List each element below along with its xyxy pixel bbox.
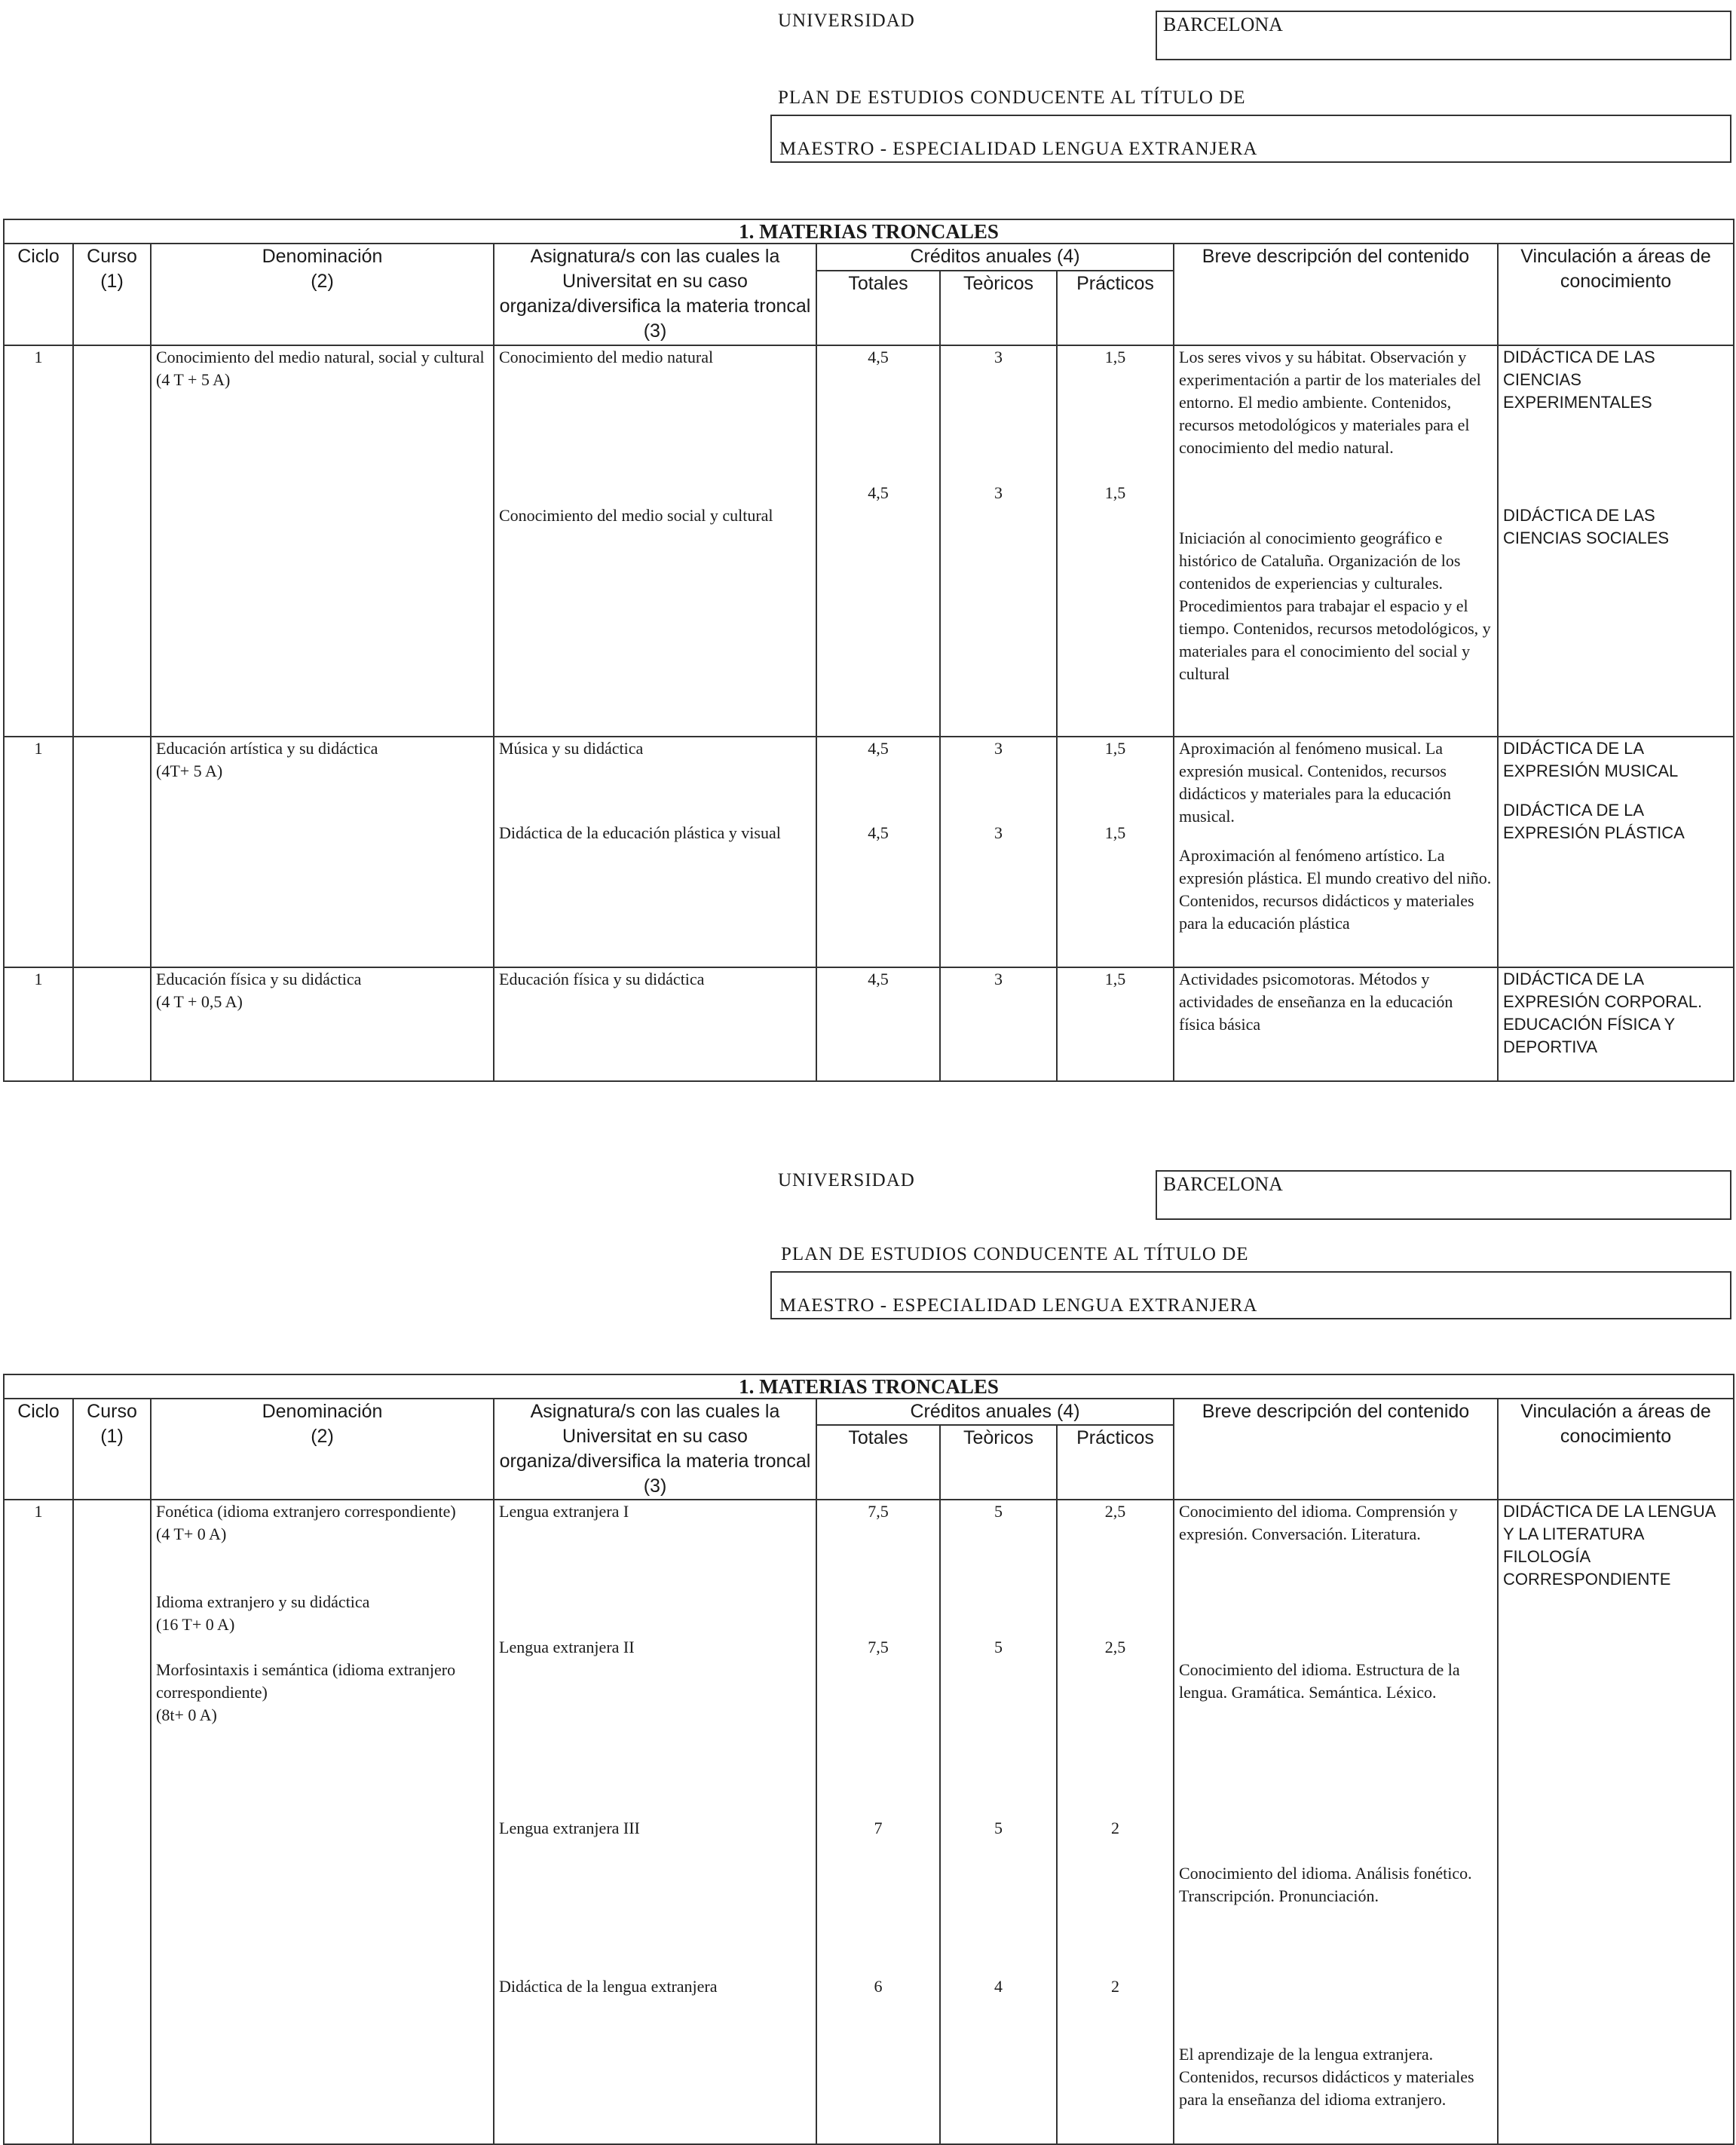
materias-troncales-table: [3, 1374, 1734, 2145]
descripcion-2: Conocimiento del idioma. Estructura de la lengua. Gramática. Semántica. Léxico.: [1179, 1660, 1460, 1702]
table-title: 1. MATERIAS TRONCALES: [4, 1374, 1734, 1399]
area-2: DIDÁCTICA DE LAS CIENCIAS SOCIALES: [1503, 505, 1670, 547]
titulo-box: [770, 1271, 1731, 1319]
table-row: [4, 737, 1734, 968]
descripcion-cell: [1174, 737, 1498, 968]
area-cell: DIDÁCTICA DE LA LENGUA Y LA LITERATURA FILOLOGÍA CORRESPONDIENTE: [1498, 1500, 1734, 2144]
col-descripcion: Breve descripción del contenido: [1174, 1399, 1498, 1500]
col-descripcion: Breve descripción del contenido: [1174, 244, 1498, 345]
table-title: 1. MATERIAS TRONCALES: [4, 219, 1734, 244]
teoricos-cell: 3 3: [940, 737, 1057, 968]
teoricos-cell: 3: [940, 967, 1057, 1081]
col-totales: Totales: [816, 271, 940, 345]
teoricos-cell: 5 5 5 4: [940, 1500, 1057, 2144]
col-ciclo: Ciclo: [4, 244, 73, 345]
col-vinculacion: Vinculación a áreas de conocimiento: [1498, 244, 1734, 345]
col-asignatura: Asignatura/s con las cuales la Universitat en su caso organiza/diversifica la materia troncal (3): [494, 244, 816, 345]
col-teoricos: Teòricos: [940, 1425, 1057, 1500]
asignatura-4: Didáctica de la lengua extranjera: [499, 1977, 718, 1996]
asignatura-cell: [494, 737, 816, 968]
descripcion-1: Los seres vivos y su hábitat. Observación y experimentación a partir de los materiales del entorno. El medio ambiente. Contenidos, recursos metodológicos y materiales para el conocimiento del medio natural.: [1179, 347, 1481, 457]
practicos-cell: 2,5 2,5 2 2: [1057, 1500, 1174, 2144]
asignatura-1: Música y su didáctica: [499, 738, 644, 758]
denominacion-1: Fonética (idioma extranjero correspondiente) (4 T+ 0 A): [156, 1502, 456, 1543]
totales-cell: 7,5 7,5 7 6: [816, 1500, 940, 2144]
asignatura-1: Lengua extranjera I: [499, 1502, 629, 1521]
totales-cell: 4,5 4,5: [816, 345, 940, 737]
plan-label: PLAN DE ESTUDIOS CONDUCENTE AL TÍTULO DE: [778, 87, 1246, 108]
col-vinculacion: Vinculación a áreas de conocimiento: [1498, 1399, 1734, 1500]
col-denominacion: Denominación (2): [151, 244, 494, 345]
teoricos-cell: 3 3: [940, 345, 1057, 737]
materias-troncales-table: [3, 219, 1734, 1082]
table-row: [4, 345, 1734, 737]
asignatura-2: Didáctica de la educación plástica y visual: [499, 823, 781, 842]
descripcion-cell: [1174, 1500, 1498, 2144]
col-asignatura: Asignatura/s con las cuales la Universitat en su caso organiza/diversifica la materia troncal (3): [494, 1399, 816, 1500]
asignatura-1: Conocimiento del medio natural: [499, 347, 714, 366]
area-cell: [1498, 345, 1734, 737]
col-denominacion: Denominación (2): [151, 1399, 494, 1500]
asignatura-cell: Educación física y su didáctica: [494, 967, 816, 1081]
col-practicos: Prácticos: [1057, 271, 1174, 345]
denominacion-cell: Educación artística y su didáctica (4T+ 5 A): [151, 737, 494, 968]
col-totales: Totales: [816, 1425, 940, 1500]
col-practicos: Prácticos: [1057, 1425, 1174, 1500]
area-1: DIDÁCTICA DE LA EXPRESIÓN MUSICAL: [1503, 738, 1679, 780]
universidad-label: UNIVERSIDAD: [778, 1170, 915, 1190]
asignatura-cell: [494, 1500, 816, 2144]
ciclo-cell: 1: [4, 345, 73, 737]
universidad-value: BARCELONA: [1163, 1173, 1283, 1195]
descripcion-4: El aprendizaje de la lengua extranjera. Contenidos, recursos didácticos y materiales para la enseñanza del idioma extranjero.: [1179, 2045, 1474, 2109]
asignatura-cell: [494, 345, 816, 737]
ciclo-cell: 1: [4, 1500, 73, 2144]
table-row: [4, 1500, 1734, 2144]
descripcion-2: Iniciación al conocimiento geográfico e histórico de Cataluña. Organización de los contenidos de experiencias y culturales. Procedimientos para trabajar el espacio y el tiempo. Contenidos, recursos metodológicos, y materiales para el conocimiento del social y cultural: [1179, 528, 1491, 683]
curso-cell: [73, 1500, 151, 2144]
denominacion-3: Morfosintaxis i semántica (idioma extranjero correspondiente) (8t+ 0 A): [156, 1660, 456, 1724]
descripcion-cell: Actividades psicomotoras. Métodos y actividades de enseñanza en la educación física básica: [1174, 967, 1498, 1081]
table-row: [4, 967, 1734, 1081]
area-2: DIDÁCTICA DE LA EXPRESIÓN PLÁSTICA: [1503, 800, 1685, 842]
titulo-box: [770, 115, 1731, 163]
universidad-box: [1156, 1170, 1731, 1220]
asignatura-2: Conocimiento del medio social y cultural: [499, 505, 773, 525]
practicos-cell: 1,5 1,5: [1057, 737, 1174, 968]
col-curso: Curso (1): [73, 1399, 151, 1500]
denominacion-cell: Conocimiento del medio natural, social y cultural (4 T + 5 A): [151, 345, 494, 737]
col-creditos: Créditos anuales (4): [816, 1399, 1174, 1425]
curso-cell: [73, 345, 151, 737]
universidad-box: [1156, 11, 1731, 60]
titulo-value: MAESTRO - ESPECIALIDAD LENGUA EXTRANJERA: [779, 1295, 1258, 1316]
descripcion-1: Aproximación al fenómeno musical. La expresión musical. Contenidos, recursos didácticos y materiales para la educación musical.: [1179, 738, 1451, 826]
area-cell: [1498, 737, 1734, 968]
area-cell: DIDÁCTICA DE LA EXPRESIÓN CORPORAL. EDUCACIÓN FÍSICA Y DEPORTIVA: [1498, 967, 1734, 1081]
col-curso: Curso (1): [73, 244, 151, 345]
descripcion-cell: [1174, 345, 1498, 737]
denominacion-cell: Educación física y su didáctica (4 T + 0,5 A): [151, 967, 494, 1081]
descripcion-2: Aproximación al fenómeno artístico. La expresión plástica. El mundo creativo del niño. Contenidos, recursos didácticos y materiales para la educación plástica: [1179, 845, 1492, 933]
denominacion-cell: [151, 1500, 494, 2144]
col-ciclo: Ciclo: [4, 1399, 73, 1500]
descripcion-1: Conocimiento del idioma. Comprensión y expresión. Conversación. Literatura.: [1179, 1502, 1458, 1543]
plan-label: PLAN DE ESTUDIOS CONDUCENTE AL TÍTULO DE: [781, 1244, 1249, 1264]
asignatura-3: Lengua extranjera III: [499, 1819, 640, 1837]
practicos-cell: 1,5 1,5: [1057, 345, 1174, 737]
practicos-cell: 1,5: [1057, 967, 1174, 1081]
col-creditos: Créditos anuales (4): [816, 244, 1174, 270]
col-teoricos: Teòricos: [940, 271, 1057, 345]
totales-cell: 4,5: [816, 967, 940, 1081]
universidad-value: BARCELONA: [1163, 14, 1283, 35]
totales-cell: 4,5 4,5: [816, 737, 940, 968]
ciclo-cell: 1: [4, 737, 73, 968]
ciclo-cell: 1: [4, 967, 73, 1081]
curso-cell: [73, 967, 151, 1081]
titulo-value: MAESTRO - ESPECIALIDAD LENGUA EXTRANJERA: [779, 139, 1258, 159]
curso-cell: [73, 737, 151, 968]
denominacion-2: Idioma extranjero y su didáctica (16 T+ 0 A): [156, 1592, 370, 1634]
universidad-label: UNIVERSIDAD: [778, 11, 915, 31]
page-2: [0, 1161, 1736, 2145]
descripcion-3: Conocimiento del idioma. Análisis fonético. Transcripción. Pronunciación.: [1179, 1864, 1472, 1905]
asignatura-2: Lengua extranjera II: [499, 1638, 635, 1656]
area-1: DIDÁCTICA DE LAS CIENCIAS EXPERIMENTALES: [1503, 347, 1655, 412]
